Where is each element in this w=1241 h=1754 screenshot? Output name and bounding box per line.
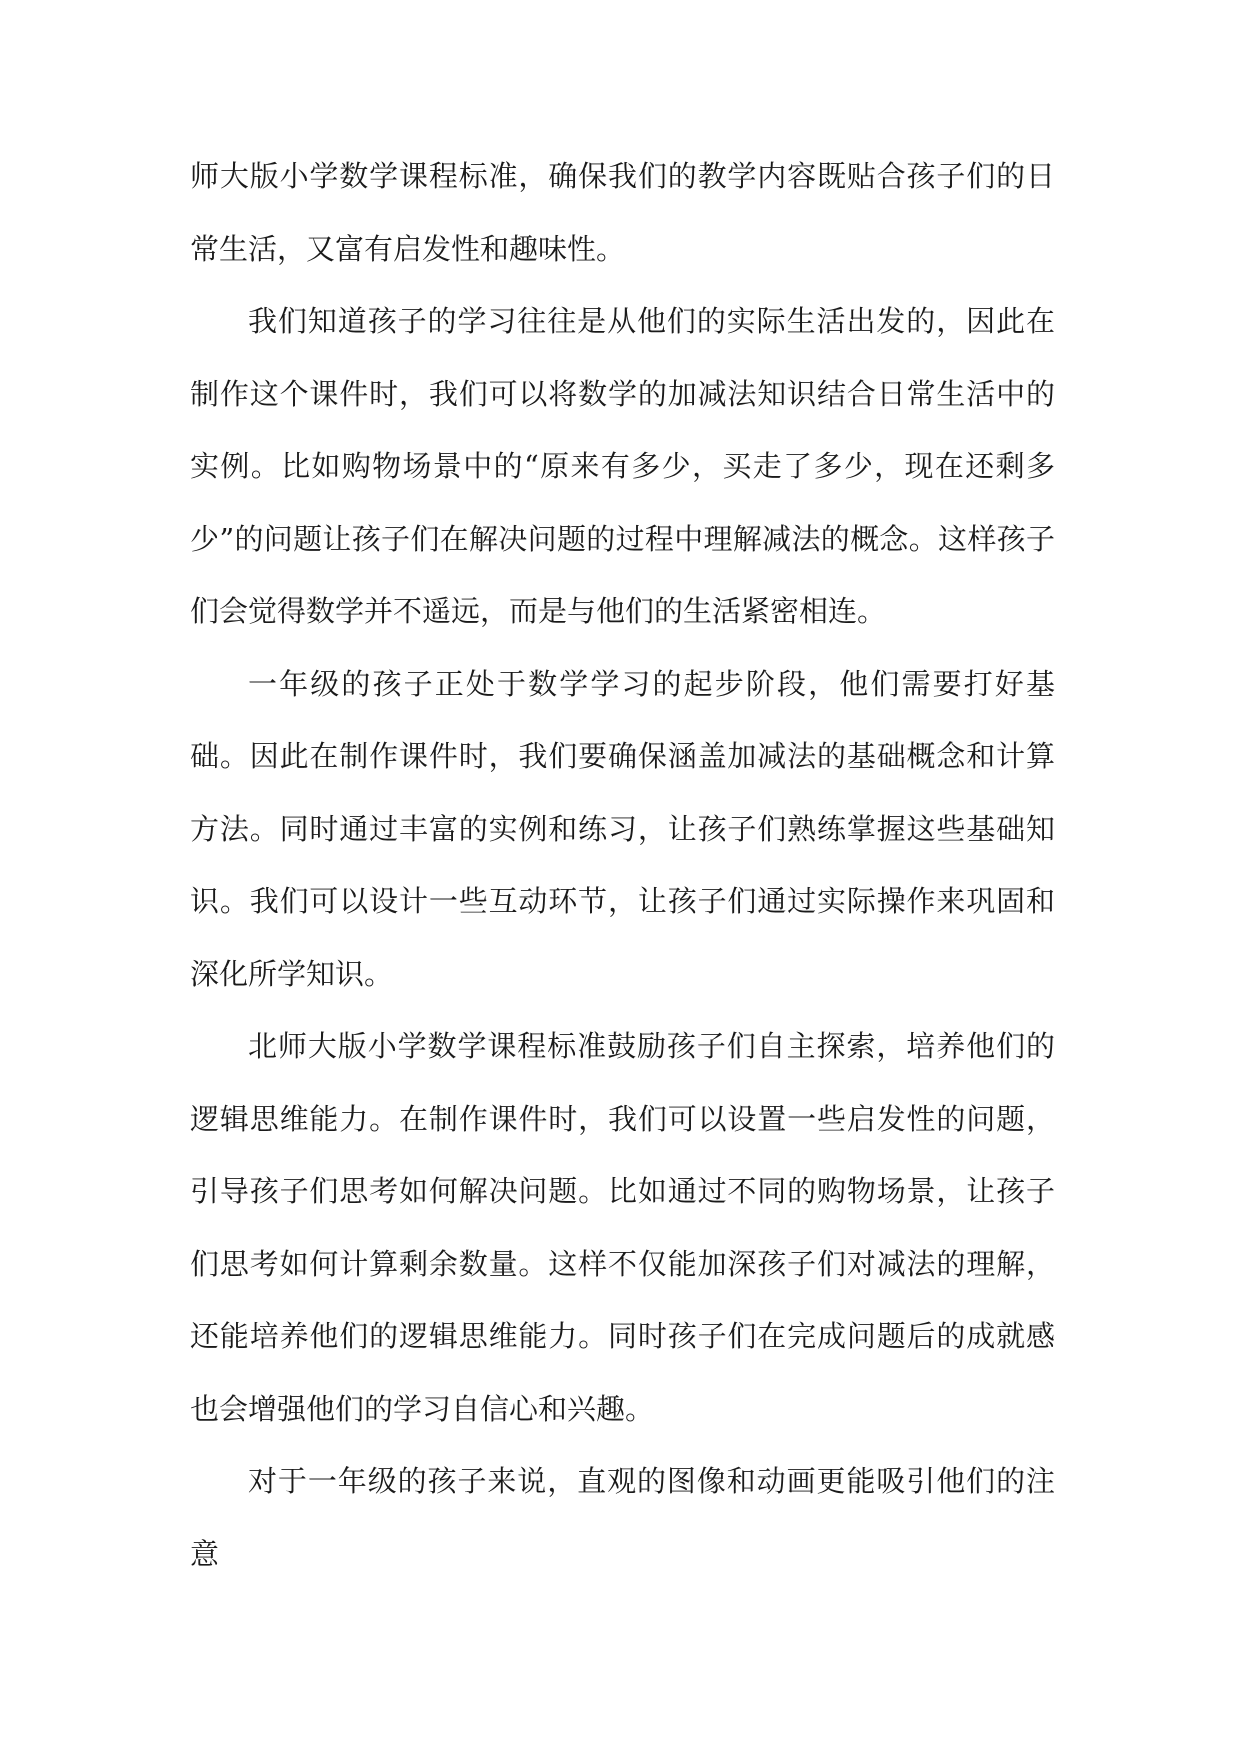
- paragraph-5: 对于一年级的孩子来说，直观的图像和动画更能吸引他们的注意: [190, 1464, 1055, 1571]
- paragraph-2: 我们知道孩子的学习往往是从他们的实际生活出发的，因此在制作这个课件时，我们可以将数学的加减法知识结合日常生活中的实例。比如购物场景中的“原来有多少，买走了多少，现在还剩多少”的问题让孩子们在解决问题的过程中理解减法的概念。这样孩子们会觉得数学并不遥远，而是与他们的生活紧密相连。: [190, 304, 1055, 628]
- paragraph-1: 师大版小学数学课程标准，确保我们的教学内容既贴合孩子们的日常生活，又富有启发性和趣味性。: [190, 159, 1055, 266]
- paragraph-3: 一年级的孩子正处于数学学习的起步阶段，他们需要打好基础。因此在制作课件时，我们要确保涵盖加减法的基础概念和计算方法。同时通过丰富的实例和练习，让孩子们熟练掌握这些基础知识。我们可以设计一些互动环节，让孩子们通过实际操作来巩固和深化所学知识。: [190, 666, 1055, 991]
- paragraph-4: 北师大版小学数学课程标准鼓励孩子们自主探索，培养他们的逻辑思维能力。在制作课件时，我们可以设置一些启发性的问题，引导孩子们思考如何解决问题。比如通过不同的购物场景，让孩子们思考如何计算剩余数量。这样不仅能加深孩子们对减法的理解，还能培养他们的逻辑思维能力。同时孩子们在完成问题后的成就感也会增强他们的学习自信心和兴趣。: [190, 1029, 1055, 1426]
- document-body: [190, 140, 1055, 1590]
